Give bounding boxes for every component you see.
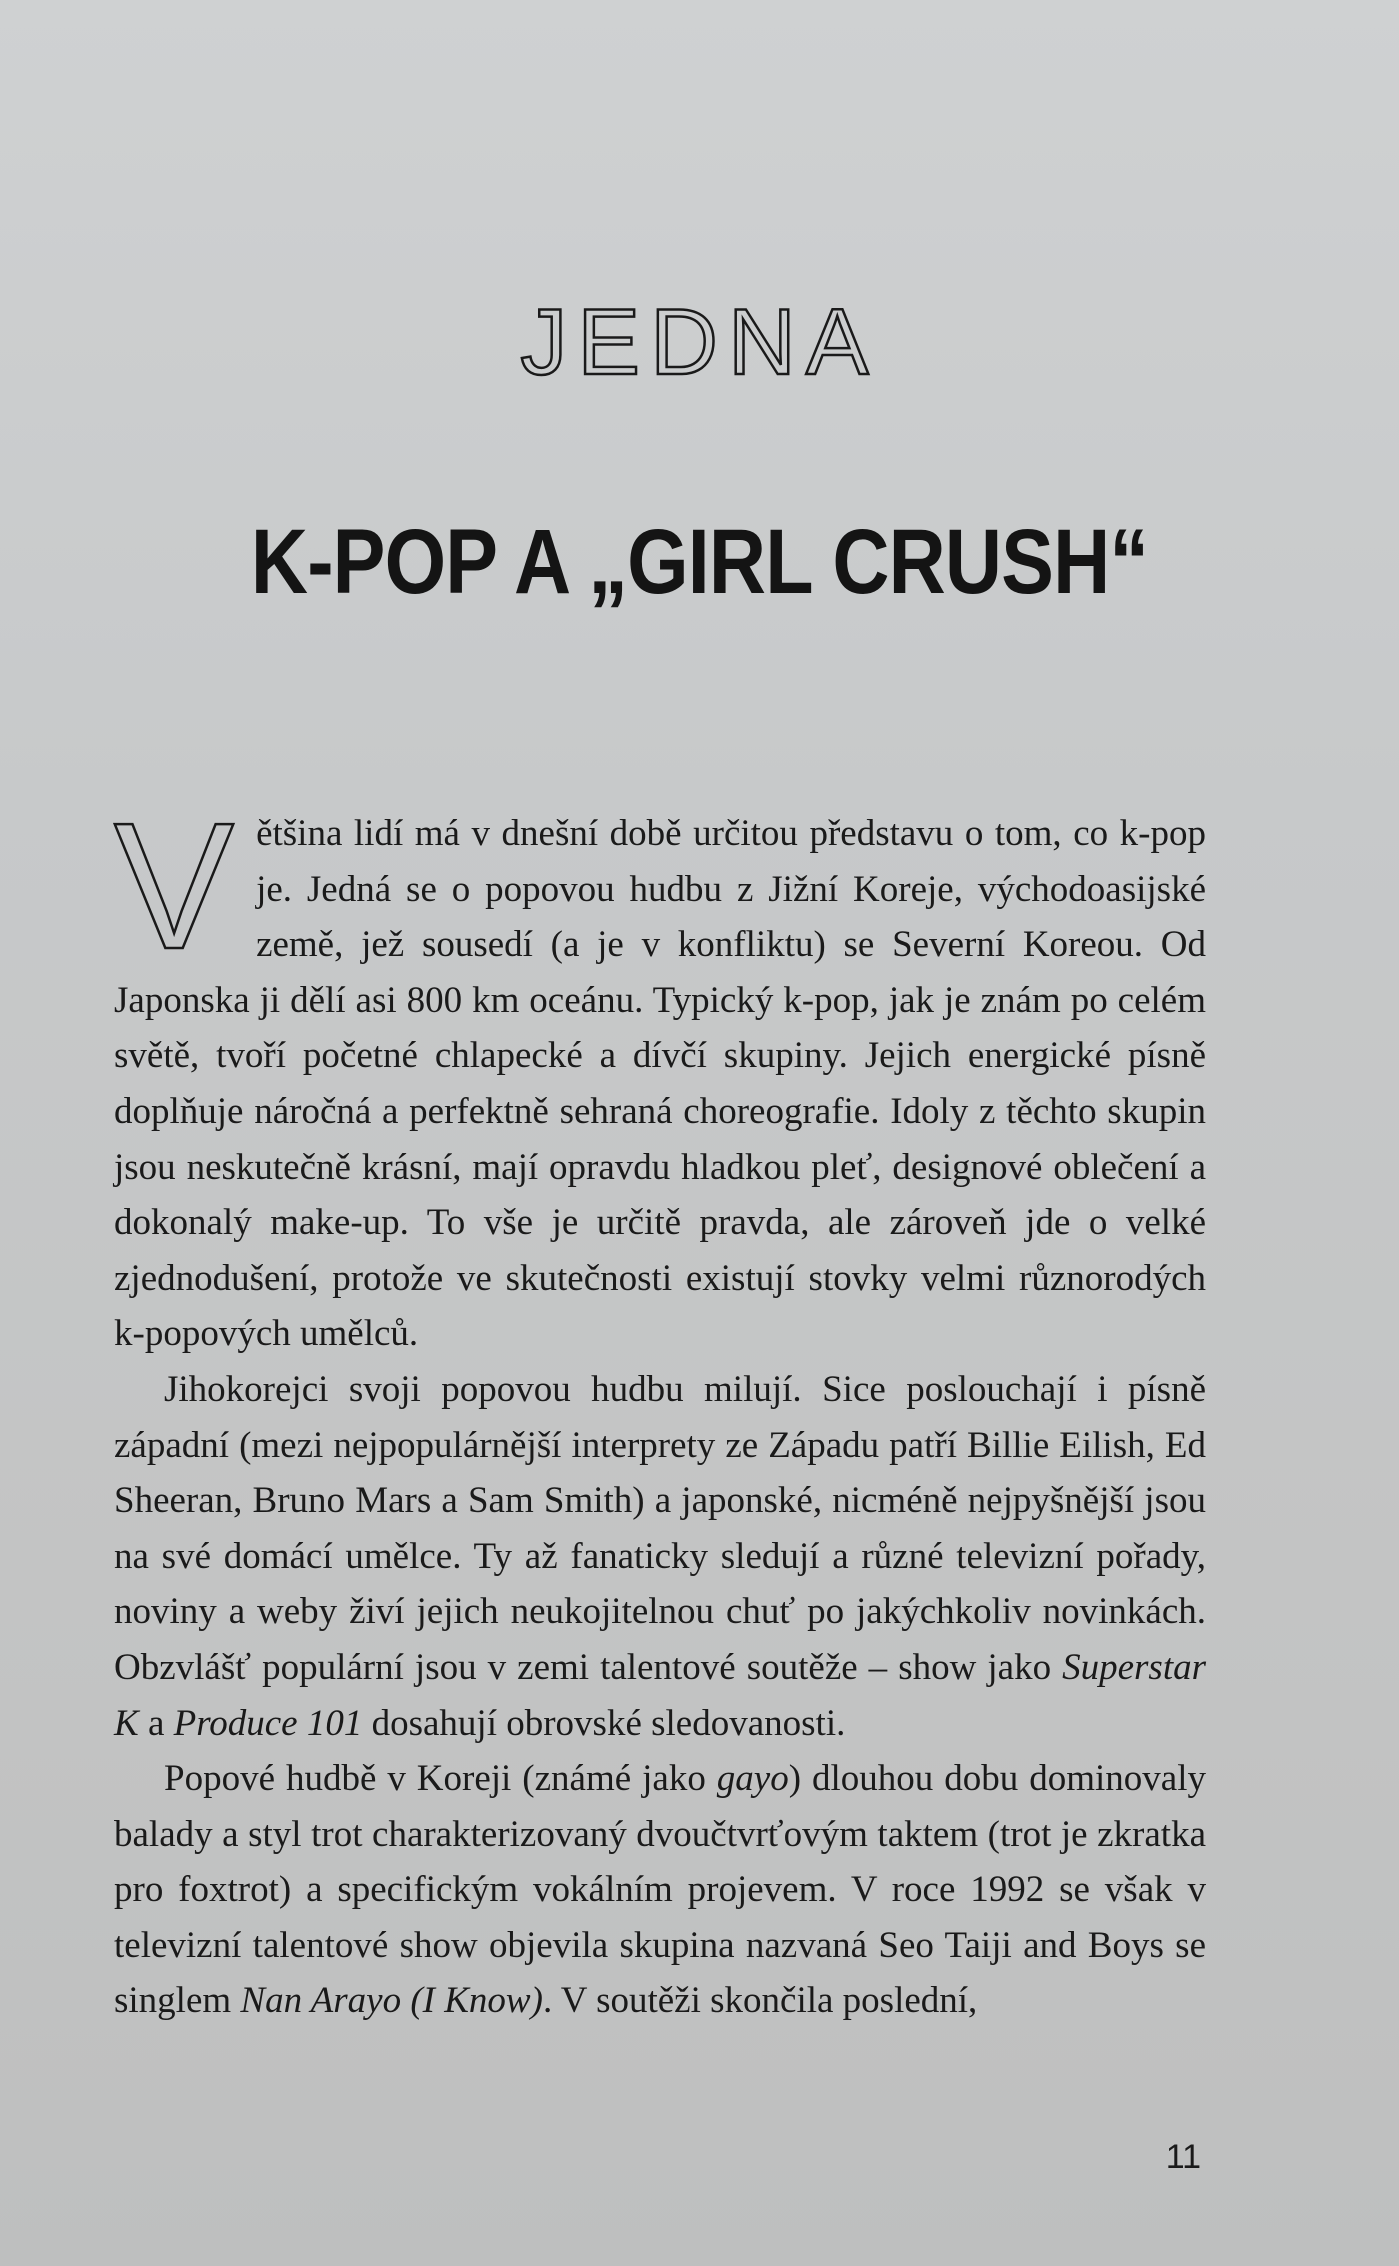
paragraph-3-text-b: ) dlouhou dobu dominovaly balady a styl trot charakterizovaný dvoučtvrťovým taktem (trot je zkratka pro foxtrot) a specifickým vokálním projevem. V roce 1992 se však v televizní talentové show objevila skupina nazvaná Seo Taiji and Boys se singlem (114, 1758, 1206, 2022)
show-title-superstar-k: Superstar K (114, 1646, 1206, 1744)
chapter-number: JEDNA (520, 289, 879, 394)
paragraph-1 (114, 786, 1206, 1362)
term-gayo: gayo (716, 1758, 789, 1800)
paragraph-3-text-c: . V soutěži skončila poslední, (542, 1980, 978, 2022)
song-title-nan-arayo: Nan Arayo (I Know) (240, 1980, 543, 2022)
drop-cap: V (114, 786, 235, 987)
show-title-produce-101: Produce 101 (173, 1702, 363, 1744)
paragraph-2-text-b: a (138, 1702, 174, 1744)
body-text (114, 786, 1206, 2029)
paragraph-3-text-a: Popové hudbě v Koreji (známé jako (164, 1758, 717, 1800)
paragraph-1-text: ětšina lidí má v dnešní době určitou představu o tom, co k-pop je. Jedná se o popovou hudbu z Jižní Koreje, východoasijské země, jež sousedí (a je v konfliktu) se Severní Koreou. Od Japonska ji dělí asi 800 km oceánu. Typický k-pop, jak je znám po celém světě, tvoří početné chlapecké a dívčí skupiny. Jejich energické písně doplňuje náročná a perfektně sehraná choreografie. Idoly z těchto skupin jsou neskutečně krásní, mají opravdu hladkou pleť, designové oblečení a dokonalý make-up. To vše je určitě pravda, ale zároveň jde o velké zjednodušení, protože ve skutečnosti existují stovky velmi různorodých k-popových umělců. (114, 813, 1206, 1355)
chapter-title: K-POP A „GIRL CRUSH“ (250, 511, 1149, 613)
paragraph-2-text-c: dosahují obrovské sledovanosti. (362, 1702, 846, 1744)
paragraph-3 (114, 1751, 1206, 2029)
paragraph-2-text-a: Jihokorejci svoji popovou hudbu milují. Sice poslouchají i písně západní (mezi nejpopulárnější interprety ze Západu patří Billie Eilish, Ed Sheeran, Bruno Mars a Sam Smith) a japonské, nicméně nejpyšnější jsou na své domácí umělce. Ty až fanaticky sledují a různé televizní pořady, noviny a weby živí jejich neukojitelnou chuť po jakýchkoliv novinkách. Obzvlášť populární jsou v zemi talentové soutěže – show jako (114, 1368, 1206, 1688)
page-number: 11 (1165, 2138, 1201, 2176)
paragraph-2 (114, 1362, 1206, 1751)
